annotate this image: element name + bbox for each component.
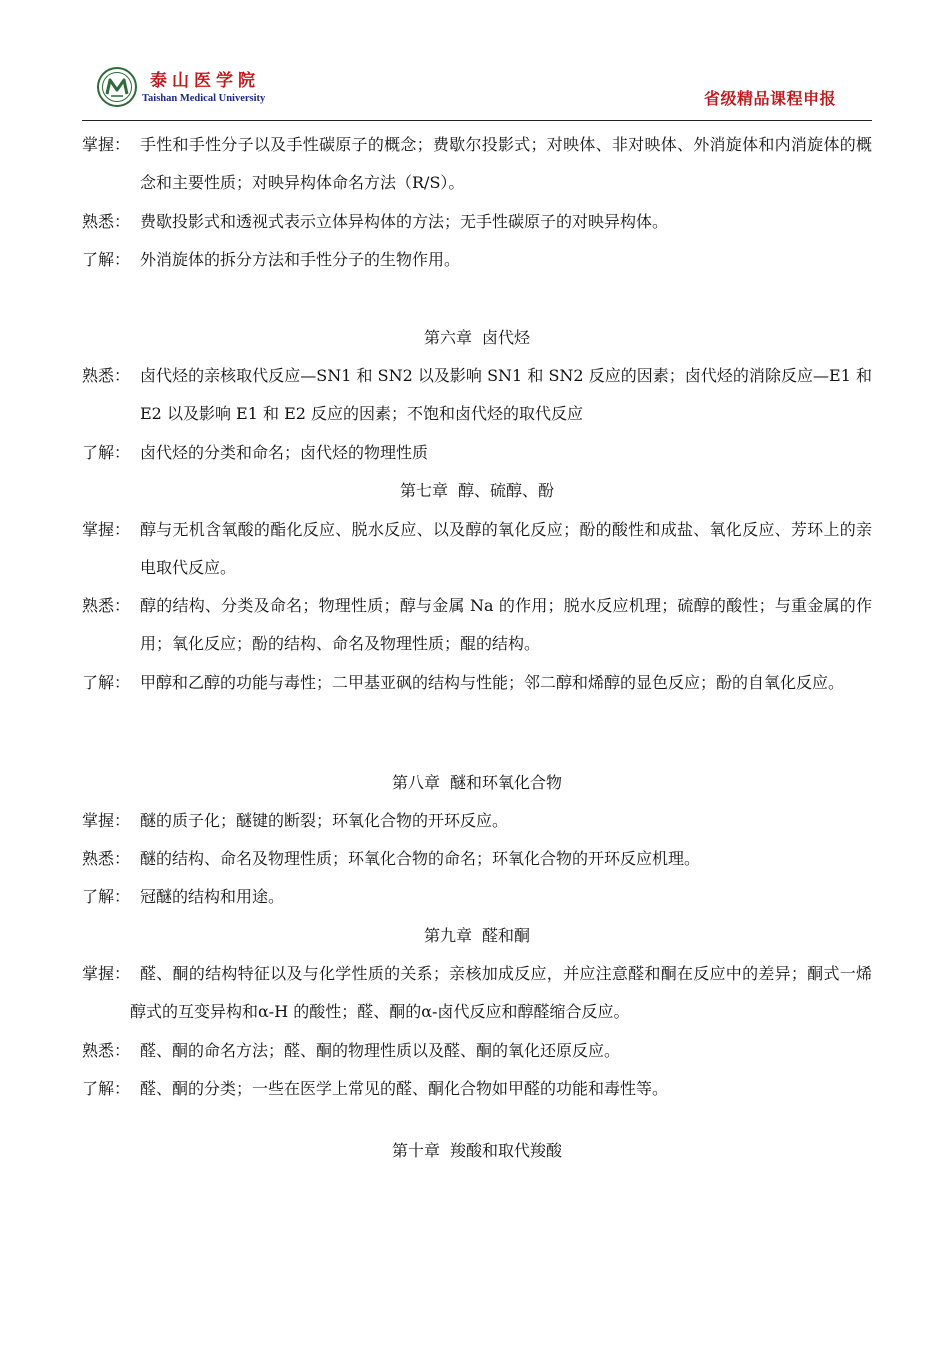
item-text: 冠醚的结构和用途。 — [140, 887, 285, 906]
item-label: 了解： — [82, 887, 131, 906]
item-label: 掌握： — [82, 964, 131, 983]
chapter-heading — [82, 472, 872, 510]
item-text: 费歇投影式和透视式表示立体异构体的方法；无手性碳原子的对映异构体。 — [140, 212, 669, 231]
item-text: 卤代烃的分类和命名；卤代烃的物理性质 — [140, 443, 429, 462]
item-label: 熟悉： — [82, 849, 131, 868]
item-label: 熟悉： — [82, 366, 131, 385]
school-name-cn: 泰山医学院 — [150, 71, 260, 91]
item-text: 外消旋体的拆分方法和手性分子的生物作用。 — [140, 250, 461, 269]
header-title: 省级精品课程申报 — [704, 89, 837, 108]
item-text: 甲醇和乙醇的功能与毒性；二甲基亚砜的结构与性能；邻二醇和烯醇的显色反应；酚的自氧化反应。 — [140, 673, 845, 692]
item-text: 醇的结构、分类及命名；物理性质；醇与金属 Na 的作用；脱水反应机理；硫醇的酸性；与重金属的作用；氧化反应；酚的结构、命名及物理性质；醌的结构。 — [140, 596, 872, 653]
page-header — [0, 0, 952, 124]
chapter-number: 第九章 — [423, 926, 472, 945]
list-item — [82, 955, 872, 1031]
item-label: 掌握： — [82, 811, 131, 830]
item-text: 醚的结构、命名及物理性质；环氧化合物的命名；环氧化合物的开环反应机理。 — [140, 849, 701, 868]
chapter-number: 第六章 — [423, 328, 472, 347]
item-label: 熟悉： — [82, 596, 131, 615]
chapter-number: 第八章 — [391, 773, 440, 792]
chapter-title: 羧酸和取代羧酸 — [450, 1141, 563, 1160]
list-item — [82, 357, 872, 433]
item-text: 醛、酮的命名方法；醛、酮的物理性质以及醛、酮的氧化还原反应。 — [140, 1041, 621, 1060]
chapter-heading — [82, 764, 872, 802]
item-text: 卤代烃的亲核取代反应—SN1 和 SN2 以及影响 SN1 和 SN2 反应的因素；卤代烃的消除反应—E1 和 E2 以及影响 E1 和 E2 反应的因素；不饱和卤代烃的取代反应 — [140, 366, 872, 423]
school-name-en: Taishan Medical University — [142, 93, 266, 104]
list-item — [82, 664, 872, 740]
chapter-heading — [82, 319, 872, 357]
item-text: 醚的质子化；醚键的断裂；环氧化合物的开环反应。 — [140, 811, 509, 830]
chapter-title: 醚和环氧化合物 — [450, 773, 563, 792]
chapter-title: 醇、硫醇、酚 — [458, 481, 555, 500]
item-label: 了解： — [82, 1079, 131, 1098]
chapter-number: 第十章 — [391, 1141, 440, 1160]
university-seal-icon — [97, 67, 137, 107]
item-text: 醛、酮的分类；一些在医学上常见的醛、酮化合物如甲醛的功能和毒性等。 — [140, 1079, 669, 1098]
list-item — [82, 126, 872, 202]
list-item — [82, 587, 872, 663]
chapter-title: 醛和酮 — [482, 926, 531, 945]
chapter-number: 第七章 — [399, 481, 448, 500]
item-text: 醇与无机含氧酸的酯化反应、脱水反应、以及醇的氧化反应；酚的酸性和成盐、氧化反应、芳环上的亲电取代反应。 — [140, 520, 872, 577]
item-label: 掌握： — [82, 135, 131, 154]
chapter-heading — [82, 917, 872, 955]
item-label: 了解： — [82, 443, 131, 462]
item-label: 了解： — [82, 250, 131, 269]
header-divider — [82, 120, 872, 121]
item-text: 手性和手性分子以及手性碳原子的概念；费歇尔投影式；对映体、非对映体、外消旋体和内消旋体的概念和主要性质；对映异构体命名方法（R/S）。 — [140, 135, 872, 192]
item-label: 了解： — [82, 673, 131, 692]
item-text: 醛、酮的结构特征以及与化学性质的关系；亲核加成反应，并应注意醛和酮在反应中的差异；酮式一烯醇式的互变异构和α-H 的酸性；醛、酮的α-卤代反应和醇醛缩合反应。 — [130, 964, 872, 1021]
item-label: 熟悉： — [82, 1041, 131, 1060]
chapter-title: 卤代烃 — [482, 328, 531, 347]
chapter-heading — [82, 1132, 872, 1170]
list-item — [82, 511, 872, 587]
item-label: 掌握： — [82, 520, 131, 539]
item-label: 熟悉： — [82, 212, 131, 231]
